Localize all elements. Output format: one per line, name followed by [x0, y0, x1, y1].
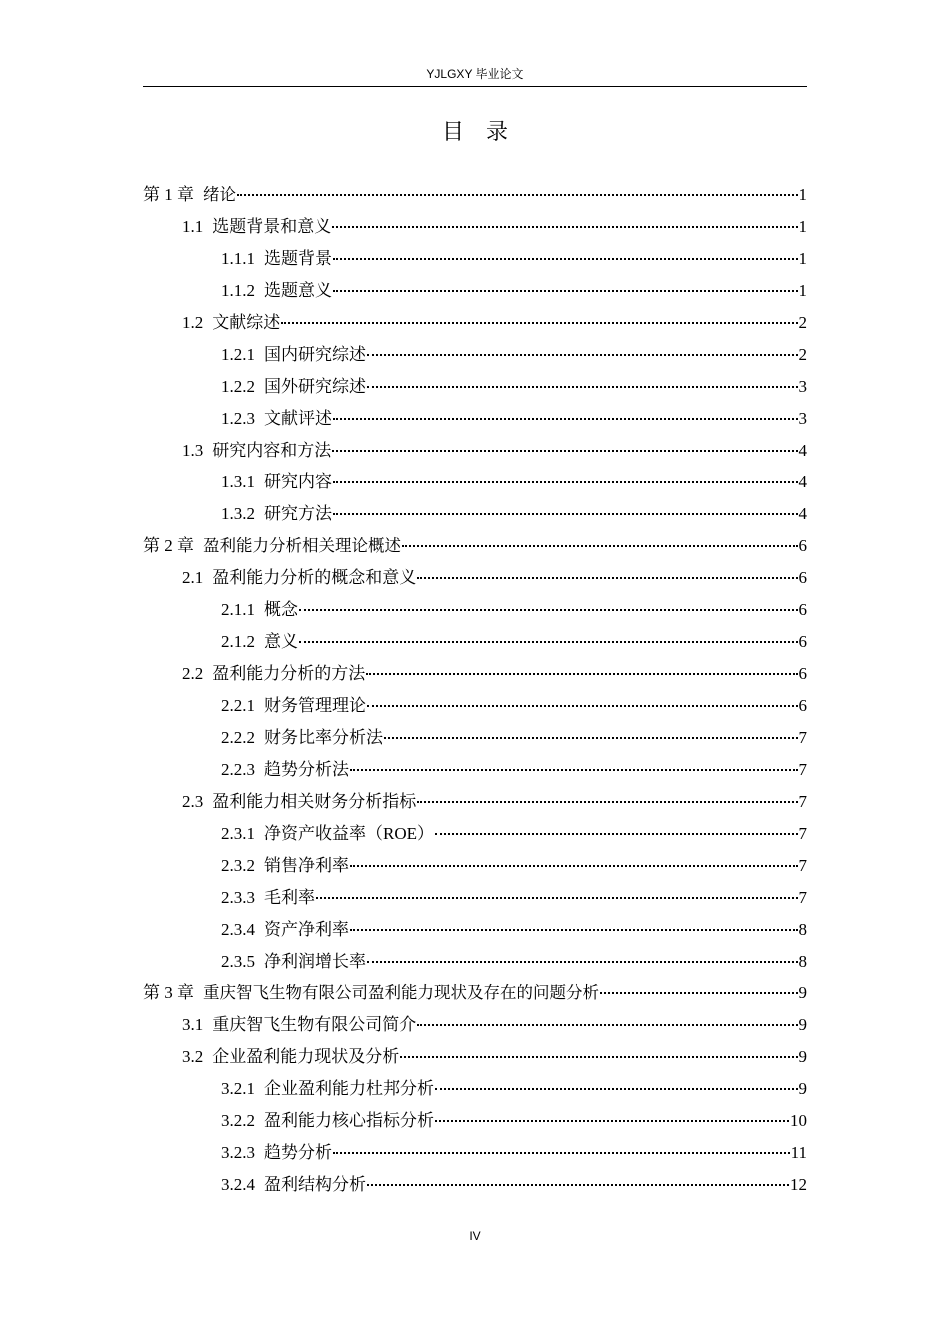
- toc-entry-number: 2.3: [182, 791, 204, 811]
- toc-entry-number: 第 3 章: [143, 983, 194, 1003]
- toc-entry-label: 研究内容: [264, 472, 332, 492]
- toc-entry-page: 9: [798, 1079, 807, 1099]
- toc-entry-page: 7: [798, 823, 807, 843]
- toc-entry-page: 1: [798, 248, 807, 268]
- toc-entry[interactable]: [143, 946, 807, 978]
- page-number: IV: [469, 1229, 481, 1243]
- toc-entry[interactable]: [143, 1169, 807, 1201]
- toc-entry-number: 2.1.2: [221, 632, 255, 652]
- toc-entry-page: 7: [798, 759, 807, 779]
- toc-entry[interactable]: [143, 977, 807, 1009]
- dot-leader: [333, 477, 798, 483]
- toc-entry[interactable]: [143, 339, 807, 371]
- dot-leader: [384, 733, 798, 739]
- toc-entry-label: 财务管理理论: [264, 696, 366, 715]
- toc-entry[interactable]: [143, 498, 807, 530]
- dot-leader: [435, 1084, 798, 1090]
- toc-entry-number: 3.2: [182, 1047, 204, 1067]
- toc-entry-label: 国内研究综述: [264, 344, 366, 364]
- table-of-contents: [143, 179, 807, 1201]
- toc-entry-label: 净利润增长率: [264, 951, 366, 971]
- dot-leader: [350, 765, 798, 771]
- toc-entry-label: 绪论: [203, 185, 236, 204]
- toc-entry-number: 2.2.1: [221, 696, 255, 715]
- toc-entry-label: 盈利能力分析的方法: [212, 664, 366, 684]
- dot-leader: [350, 861, 798, 867]
- dot-leader: [435, 1116, 789, 1122]
- toc-entry-label: 选题意义: [264, 280, 332, 300]
- toc-entry[interactable]: [143, 275, 807, 307]
- toc-entry-number: 2.2.2: [221, 727, 255, 747]
- toc-entry[interactable]: [143, 1073, 807, 1105]
- toc-entry[interactable]: [143, 1009, 807, 1041]
- toc-entry-page: 7: [798, 887, 807, 907]
- header-rule: [143, 86, 807, 87]
- toc-entry-number: 2.3.5: [221, 951, 255, 971]
- toc-entry-number: 1.2.3: [221, 408, 255, 428]
- dot-leader: [417, 1020, 797, 1026]
- dot-leader: [332, 446, 797, 452]
- toc-entry-page: 1: [798, 280, 807, 300]
- toc-entry-label: 重庆智飞生物有限公司盈利能力现状及存在的问题分析: [203, 983, 599, 1003]
- toc-entry-label: 趋势分析法: [264, 759, 349, 779]
- dot-leader: [367, 382, 798, 388]
- dot-leader: [402, 541, 798, 547]
- dot-leader: [350, 925, 798, 931]
- toc-entry-page: 8: [798, 951, 807, 971]
- toc-entry[interactable]: [143, 594, 807, 626]
- toc-entry-number: 第 2 章: [143, 536, 194, 556]
- toc-entry-label: 财务比率分析法: [264, 727, 383, 747]
- toc-entry[interactable]: [143, 466, 807, 498]
- page-header: YJLGXY 毕业论文: [426, 67, 524, 81]
- toc-entry-label: 选题背景: [264, 248, 332, 268]
- toc-entry-label: 盈利能力相关财务分析指标: [212, 791, 417, 811]
- toc-entry[interactable]: [143, 307, 807, 339]
- toc-entry-page: 8: [798, 919, 807, 939]
- dot-leader: [400, 1052, 797, 1058]
- toc-entry[interactable]: [143, 754, 807, 786]
- toc-entry-label: 重庆智飞生物有限公司简介: [212, 1015, 417, 1035]
- toc-entry[interactable]: [143, 403, 807, 435]
- toc-entry[interactable]: [143, 882, 807, 914]
- toc-entry-page: 4: [798, 504, 807, 524]
- toc-entry[interactable]: [143, 786, 807, 818]
- toc-entry[interactable]: [143, 722, 807, 754]
- toc-entry-page: 11: [790, 1143, 807, 1163]
- toc-entry-number: 2.2: [182, 664, 204, 684]
- toc-entry-number: 2.1.1: [221, 600, 255, 620]
- toc-entry-number: 2.3.1: [221, 823, 255, 843]
- toc-entry-number: 1.3.2: [221, 504, 255, 524]
- toc-entry-page: 12: [790, 1175, 807, 1195]
- dot-leader: [332, 222, 797, 228]
- toc-entry[interactable]: [143, 1137, 807, 1169]
- toc-entry-number: 3.2.1: [221, 1079, 255, 1099]
- toc-entry[interactable]: [143, 243, 807, 275]
- toc-entry-page: 9: [798, 1015, 807, 1035]
- toc-entry-page: 10: [790, 1111, 807, 1131]
- toc-entry-label: 企业盈利能力现状及分析: [212, 1047, 400, 1067]
- toc-entry-number: 3.1: [182, 1015, 204, 1035]
- toc-entry-label: 选题背景和意义: [212, 216, 332, 236]
- dot-leader: [333, 1148, 790, 1154]
- toc-entry-page: 6: [798, 664, 807, 684]
- toc-entry-number: 3.2.2: [221, 1111, 255, 1131]
- dot-leader: [367, 350, 798, 356]
- toc-entry-page: 9: [798, 983, 807, 1003]
- dot-leader: [435, 829, 798, 835]
- toc-entry[interactable]: [143, 850, 807, 882]
- toc-entry-page: 6: [798, 632, 807, 652]
- toc-entry[interactable]: [143, 179, 807, 211]
- toc-entry-label: 文献综述: [212, 312, 281, 332]
- toc-entry-number: 2.2.3: [221, 759, 255, 779]
- toc-entry-page: 6: [798, 600, 807, 620]
- dot-leader: [281, 318, 797, 324]
- toc-entry-number: 3.2.4: [221, 1175, 255, 1195]
- toc-entry-page: 4: [798, 440, 807, 460]
- toc-entry-page: 6: [798, 696, 807, 715]
- toc-entry[interactable]: [143, 914, 807, 946]
- toc-entry-page: 3: [798, 408, 807, 428]
- toc-entry-page: 7: [798, 791, 807, 811]
- toc-entry-label: 毛利率: [264, 887, 315, 907]
- toc-entry-number: 第 1 章: [143, 185, 194, 204]
- toc-entry-label: 盈利能力分析的概念和意义: [212, 568, 417, 588]
- toc-entry-label: 趋势分析: [264, 1143, 332, 1163]
- toc-entry-page: 7: [798, 855, 807, 875]
- toc-entry[interactable]: [143, 211, 807, 243]
- toc-entry-number: 2.3.4: [221, 919, 255, 939]
- toc-entry-page: 4: [798, 472, 807, 492]
- toc-entry-page: 6: [798, 536, 807, 556]
- toc-entry-label: 研究方法: [264, 504, 332, 524]
- toc-entry-number: 1.2.1: [221, 344, 255, 364]
- dot-leader: [367, 1180, 789, 1186]
- toc-entry[interactable]: [143, 818, 807, 850]
- toc-entry-label: 意义: [264, 632, 298, 652]
- dot-leader: [367, 957, 798, 963]
- toc-entry[interactable]: [143, 1105, 807, 1137]
- toc-entry[interactable]: [143, 435, 807, 467]
- toc-entry-label: 销售净利率: [264, 855, 349, 875]
- toc-entry[interactable]: [143, 530, 807, 562]
- toc-entry-page: 3: [798, 376, 807, 396]
- toc-entry-label: 国外研究综述: [264, 376, 366, 396]
- dot-leader: [237, 190, 798, 196]
- toc-entry-number: 1.3: [182, 440, 204, 460]
- dot-leader: [333, 414, 798, 420]
- toc-entry-page: 6: [798, 568, 807, 588]
- toc-entry-label: 净资产收益率（ROE）: [264, 823, 434, 843]
- toc-entry-label: 企业盈利能力杜邦分析: [264, 1079, 434, 1099]
- toc-entry-label: 盈利能力分析相关理论概述: [203, 536, 401, 556]
- dot-leader: [417, 797, 797, 803]
- dot-leader: [366, 669, 797, 675]
- toc-entry-page: 9: [798, 1047, 807, 1067]
- toc-entry-number: 1.3.1: [221, 472, 255, 492]
- toc-entry-label: 研究内容和方法: [212, 440, 332, 460]
- dot-leader: [333, 254, 798, 260]
- dot-leader: [417, 573, 797, 579]
- toc-entry-number: 2.3.2: [221, 855, 255, 875]
- dot-leader: [299, 605, 798, 611]
- toc-entry-number: 1.1.2: [221, 280, 255, 300]
- toc-entry[interactable]: [143, 1041, 807, 1073]
- toc-entry-page: 2: [798, 312, 807, 332]
- toc-entry-number: 2.1: [182, 568, 204, 588]
- dot-leader: [333, 286, 798, 292]
- toc-entry[interactable]: [143, 690, 807, 722]
- toc-entry-number: 1.1.1: [221, 248, 255, 268]
- toc-entry[interactable]: [143, 371, 807, 403]
- toc-entry-number: 2.3.3: [221, 887, 255, 907]
- toc-title: 目录: [441, 120, 530, 145]
- toc-entry-number: 1.1: [182, 216, 204, 236]
- toc-entry-label: 资产净利率: [264, 919, 349, 939]
- toc-entry-label: 文献评述: [264, 408, 332, 428]
- toc-entry-label: 盈利能力核心指标分析: [264, 1111, 434, 1131]
- toc-entry[interactable]: [143, 626, 807, 658]
- toc-entry[interactable]: [143, 562, 807, 594]
- toc-entry-number: 3.2.3: [221, 1143, 255, 1163]
- toc-entry-page: 1: [798, 185, 807, 204]
- toc-entry-label: 盈利结构分析: [264, 1175, 366, 1195]
- toc-entry-page: 1: [798, 216, 807, 236]
- toc-entry-label: 概念: [264, 600, 298, 620]
- dot-leader: [600, 988, 798, 994]
- toc-entry-number: 1.2: [182, 312, 204, 332]
- toc-entry-page: 7: [798, 727, 807, 747]
- toc-entry-number: 1.2.2: [221, 376, 255, 396]
- dot-leader: [333, 509, 798, 515]
- dot-leader: [299, 637, 798, 643]
- dot-leader: [367, 701, 798, 707]
- dot-leader: [316, 893, 798, 899]
- toc-entry-page: 2: [798, 344, 807, 364]
- toc-entry[interactable]: [143, 658, 807, 690]
